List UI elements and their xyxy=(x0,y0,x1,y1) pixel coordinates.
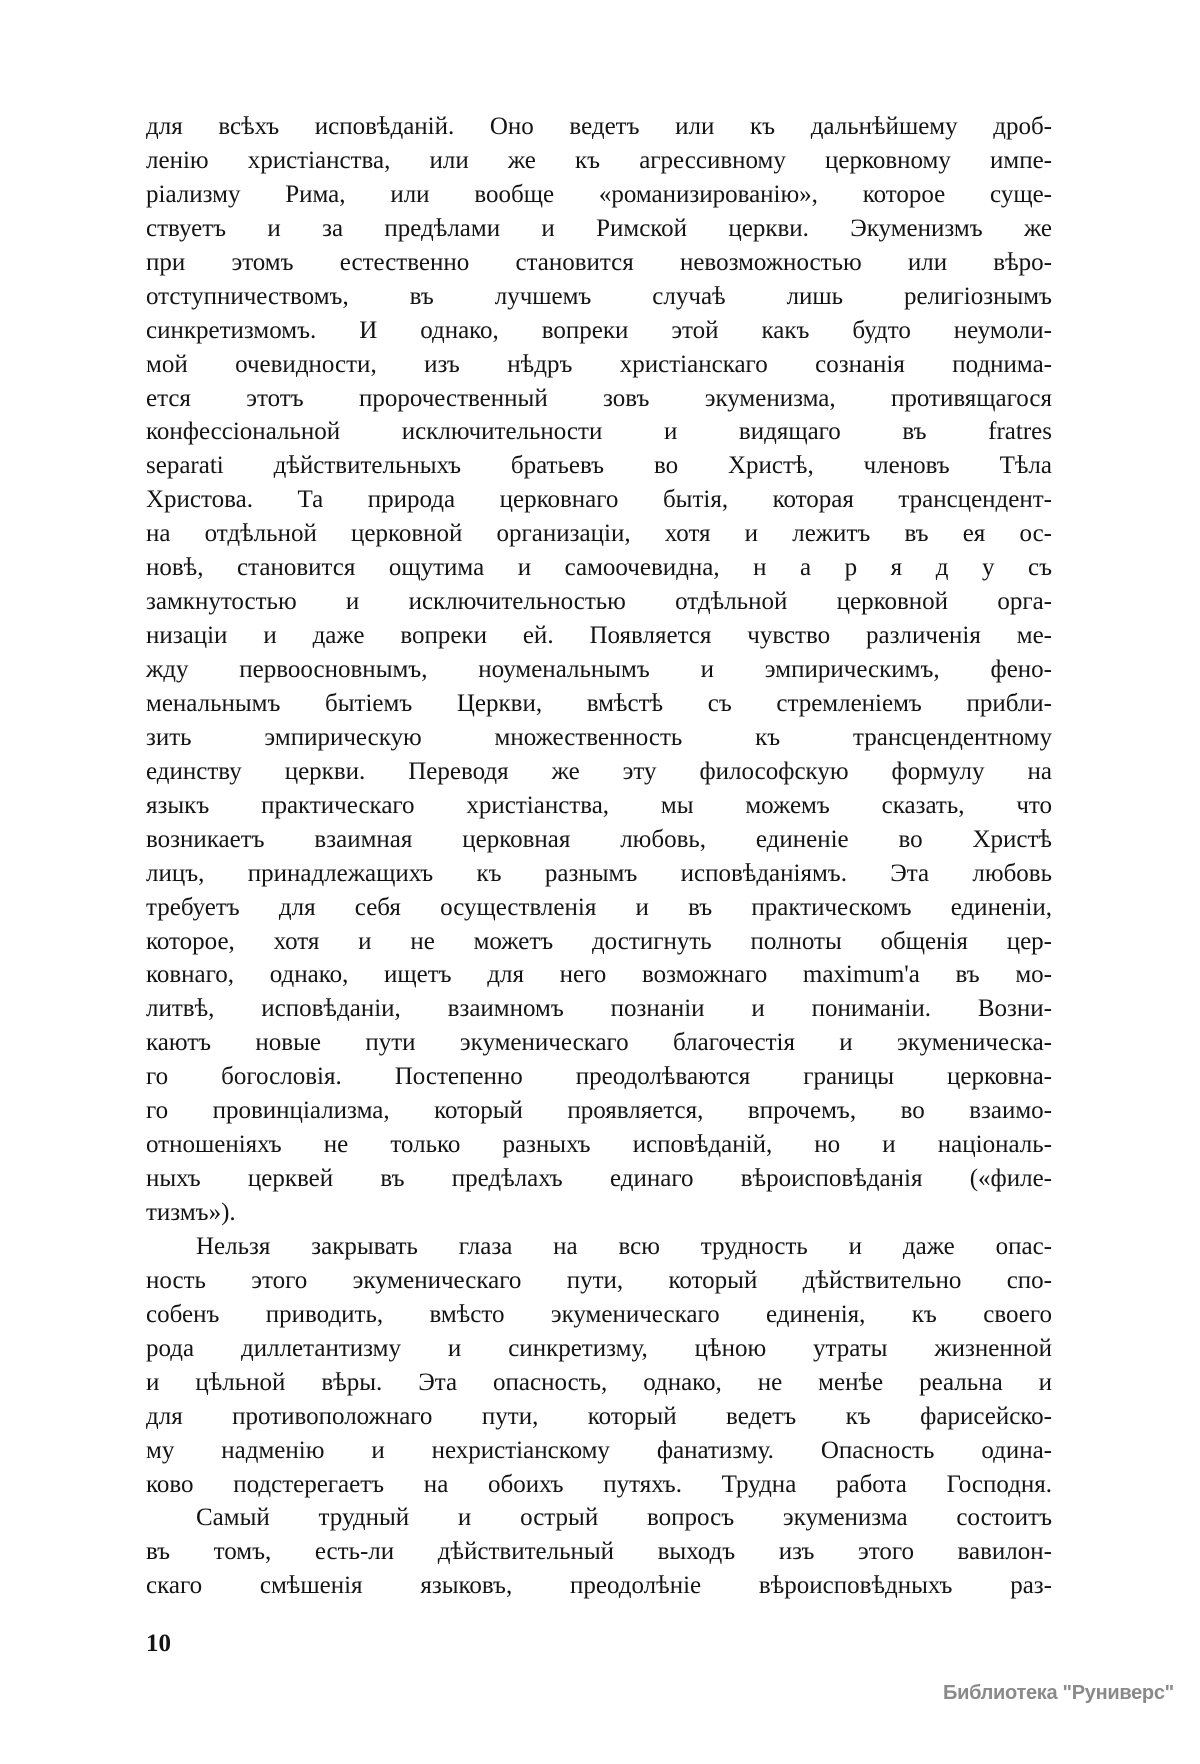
text-line: единству церкви. Переводя же эту философскую формулу на xyxy=(146,757,1052,785)
text-line: и цѣльной вѣры. Эта опасность, однако, не менѣе реальна и xyxy=(146,1368,1052,1396)
text-line: ность этого экуменическаго пути, который дѣйствительно спо- xyxy=(146,1266,1052,1294)
text-line: отступничествомъ, въ лучшемъ случаѣ лишь религіознымъ xyxy=(146,282,1052,310)
text-line: для всѣхъ исповѣданій. Оно ведетъ или къ дальнѣйшему дроб- xyxy=(146,113,1052,140)
text-line: жду первоосновнымъ, ноуменальнымъ и эмпирическимъ, фено- xyxy=(146,656,1052,683)
text-line: собенъ приводить, вмѣсто экуменическаго единенія, къ своего xyxy=(146,1300,1052,1328)
text-line: зить эмпирическую множественность къ трансцендентному xyxy=(146,723,1052,751)
page-body-text xyxy=(146,110,1052,1603)
text-line: му надменію и нехристіанскому фанатизму. Опасность одина- xyxy=(146,1436,1052,1464)
text-line: каютъ новые пути экуменическаго благочестія и экуменическа- xyxy=(146,1029,1052,1057)
text-line: языкъ практическаго христіанства, мы можемъ сказать, что xyxy=(146,791,1052,819)
text-line: низаціи и даже вопреки ей. Появляется чувство различенія ме- xyxy=(146,622,1052,650)
text-line: Самый трудный и острый вопросъ экуменизма состоитъ xyxy=(196,1504,1052,1532)
text-line: рода диллетантизму и синкретизму, цѣною утраты жизненной xyxy=(146,1334,1052,1362)
text-line: ріализму Рима, или вообще «романизированію», которое суще- xyxy=(146,180,1052,208)
text-line: менальнымъ бытіемъ Церкви, вмѣстѣ съ стремленіемъ прибли- xyxy=(146,689,1052,717)
text-line: мой очевидности, изъ нѣдръ христіанскаго сознанія поднима- xyxy=(146,350,1052,378)
text-line: новѣ, становится ощутима и самоочевидна, н а р я д у съ xyxy=(146,554,1052,582)
text-line: ково подстерегаетъ на обоихъ путяхъ. Трудна работа Господня. xyxy=(146,1470,1052,1498)
text-line: въ томъ, есть-ли дѣйствительный выходъ изъ этого вавилон- xyxy=(146,1538,1052,1566)
text-line: на отдѣльной церковной организаціи, хотя и лежитъ въ ея ос- xyxy=(146,520,1052,548)
text-line: при этомъ естественно становится невозможностью или вѣро- xyxy=(146,248,1052,276)
text-line: ковнаго, однако, ищетъ для него возможнаго maximum'а въ мо- xyxy=(146,961,1052,989)
library-watermark: Библиотека "Руниверс" xyxy=(943,1682,1174,1704)
text-line: возникаетъ взаимная церковная любовь, единеніе во Христѣ xyxy=(146,825,1052,853)
text-line: ствуетъ и за предѣлами и Римской церкви. Экуменизмъ же xyxy=(146,214,1052,242)
text-line: синкретизмомъ. И однако, вопреки этой какъ будто неумоли- xyxy=(146,316,1052,344)
text-line: замкнутостью и исключительностью отдѣльной церковной орга- xyxy=(146,588,1052,616)
text-line: Нельзя закрывать глаза на всю трудность и даже опас- xyxy=(196,1232,1052,1260)
page-number: 10 xyxy=(146,1630,171,1657)
text-line: тизмъ»). xyxy=(146,1199,236,1226)
text-line: го провинціализма, который проявляется, впрочемъ, во взаимо- xyxy=(146,1097,1052,1125)
text-line: го богословія. Постепенно преодолѣваются границы церковна- xyxy=(146,1063,1052,1091)
text-line: конфессіональной исключительности и видящаго въ fratres xyxy=(146,418,1052,446)
text-line: литвѣ, исповѣданіи, взаимномъ познаніи и пониманіи. Возни- xyxy=(146,995,1052,1023)
text-line: ныхъ церквей въ предѣлахъ единаго вѣроисповѣданія («филе- xyxy=(146,1165,1052,1193)
text-line: ленію христіанства, или же къ агрессивному церковному импе- xyxy=(146,146,1052,174)
text-line: для противоположнаго пути, который ведетъ къ фарисейско- xyxy=(146,1402,1052,1430)
text-line: лицъ, принадлежащихъ къ разнымъ исповѣданіямъ. Эта любовь xyxy=(146,859,1052,887)
text-line: ется этотъ пророчественный зовъ экуменизма, противящагося xyxy=(146,384,1052,412)
text-line: отношеніяхъ не только разныхъ исповѣданій, но и національ- xyxy=(146,1131,1052,1159)
text-line: требуетъ для себя осуществленія и въ практическомъ единеніи, xyxy=(146,893,1052,921)
text-line: separati дѣйствительныхъ братьевъ во Христѣ, членовъ Тѣла xyxy=(146,452,1052,480)
text-line: Христова. Та природа церковнаго бытія, которая трансцендент- xyxy=(146,486,1052,514)
text-line: которое, хотя и не можетъ достигнуть полноты общенія цер- xyxy=(146,927,1052,955)
text-line: скаго смѣшенія языковъ, преодолѣніе вѣроисповѣдныхъ раз- xyxy=(146,1572,1052,1600)
